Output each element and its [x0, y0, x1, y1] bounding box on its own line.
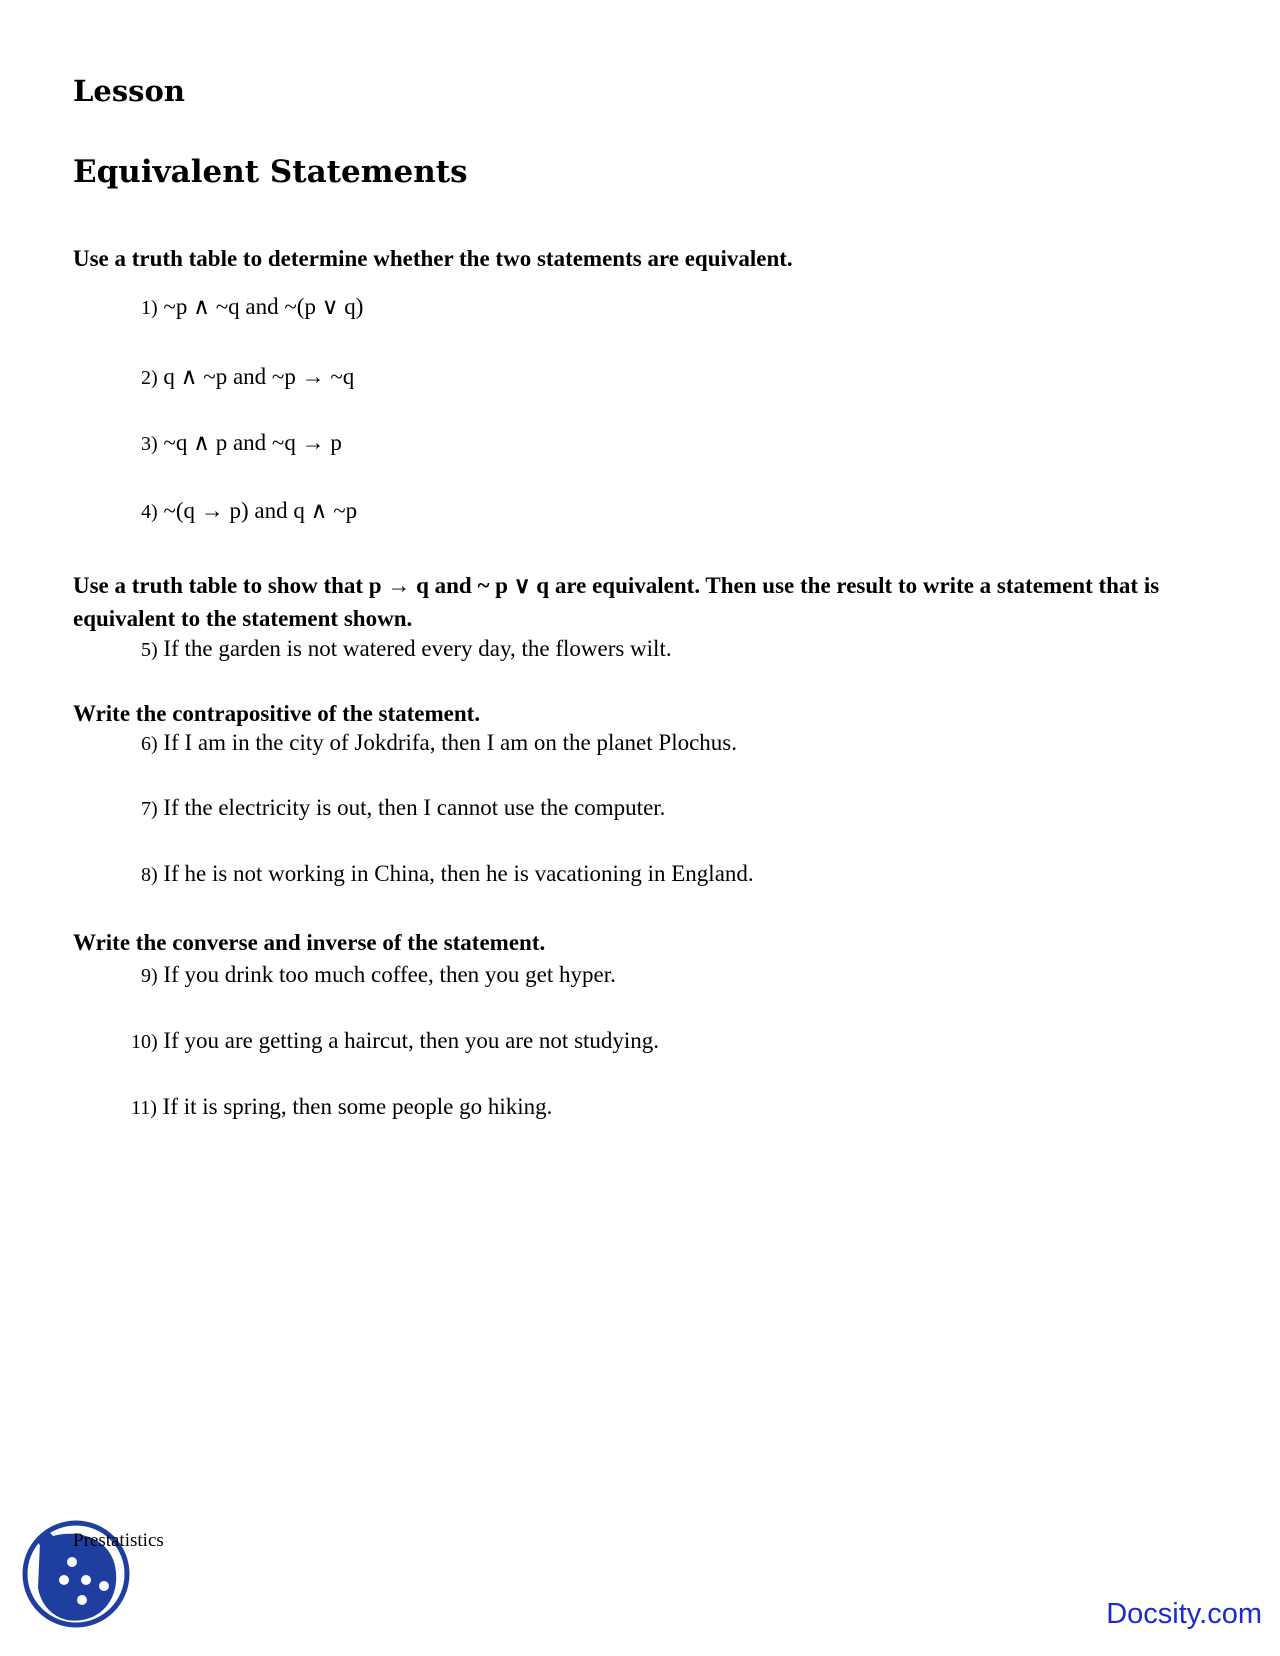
item-text: If you are getting a haircut, then you are not studying. [163, 1028, 660, 1053]
lesson-label: Lesson [73, 74, 185, 108]
docsity-link[interactable]: Docsity.com [1106, 1598, 1262, 1630]
item-text: If it is spring, then some people go hiking. [162, 1094, 553, 1119]
list-item [141, 496, 357, 527]
item-text: ~p ∧ ~q and ~(p ∨ q) [163, 294, 364, 319]
list-item [131, 1092, 552, 1123]
item-text: q ∧ ~p and ~p → ~q [163, 364, 355, 389]
item-number: 11) [131, 1097, 157, 1119]
item-number: 5) [141, 639, 158, 661]
item-text: If the garden is not watered every day, the flowers wilt. [163, 636, 672, 661]
list-item [141, 859, 754, 890]
item-text: If the electricity is out, then I cannot use the computer. [163, 795, 666, 820]
list-item [141, 793, 665, 824]
list-item [141, 728, 737, 759]
item-number: 3) [141, 433, 158, 455]
list-item [141, 634, 672, 665]
list-item [131, 1026, 659, 1057]
list-item [141, 362, 354, 393]
item-number: 6) [141, 733, 158, 755]
instruction-2: Use a truth table to show that p → q and ~ p ∨ q are equivalent. Then use the result to write a statement that is equivalent to the statement shown. [73, 573, 1160, 631]
footer-course: Prestatistics [73, 1530, 164, 1551]
instruction-4: Write the converse and inverse of the statement. [73, 930, 546, 955]
item-number: 8) [141, 864, 158, 886]
item-text: If you drink too much coffee, then you get hyper. [163, 962, 616, 987]
instruction-3: Write the contrapositive of the statement. [73, 701, 481, 726]
list-item [141, 292, 363, 323]
list-item [141, 428, 342, 459]
item-number: 2) [141, 367, 158, 389]
item-number: 7) [141, 798, 158, 820]
item-number: 9) [141, 965, 158, 987]
instruction-1: Use a truth table to determine whether the two statements are equivalent. [73, 246, 793, 271]
item-number: 1) [141, 297, 158, 319]
item-number: 4) [141, 501, 158, 523]
page-title: Equivalent Statements [73, 154, 468, 190]
item-text: If he is not working in China, then he is vacationing in England. [163, 861, 754, 886]
list-item [141, 960, 616, 991]
item-text: If I am in the city of Jokdrifa, then I am on the planet Plochus. [163, 730, 737, 755]
item-text: ~(q → p) and q ∧ ~p [163, 498, 358, 523]
item-text: ~q ∧ p and ~q → p [163, 430, 342, 455]
item-number: 10) [131, 1031, 158, 1053]
